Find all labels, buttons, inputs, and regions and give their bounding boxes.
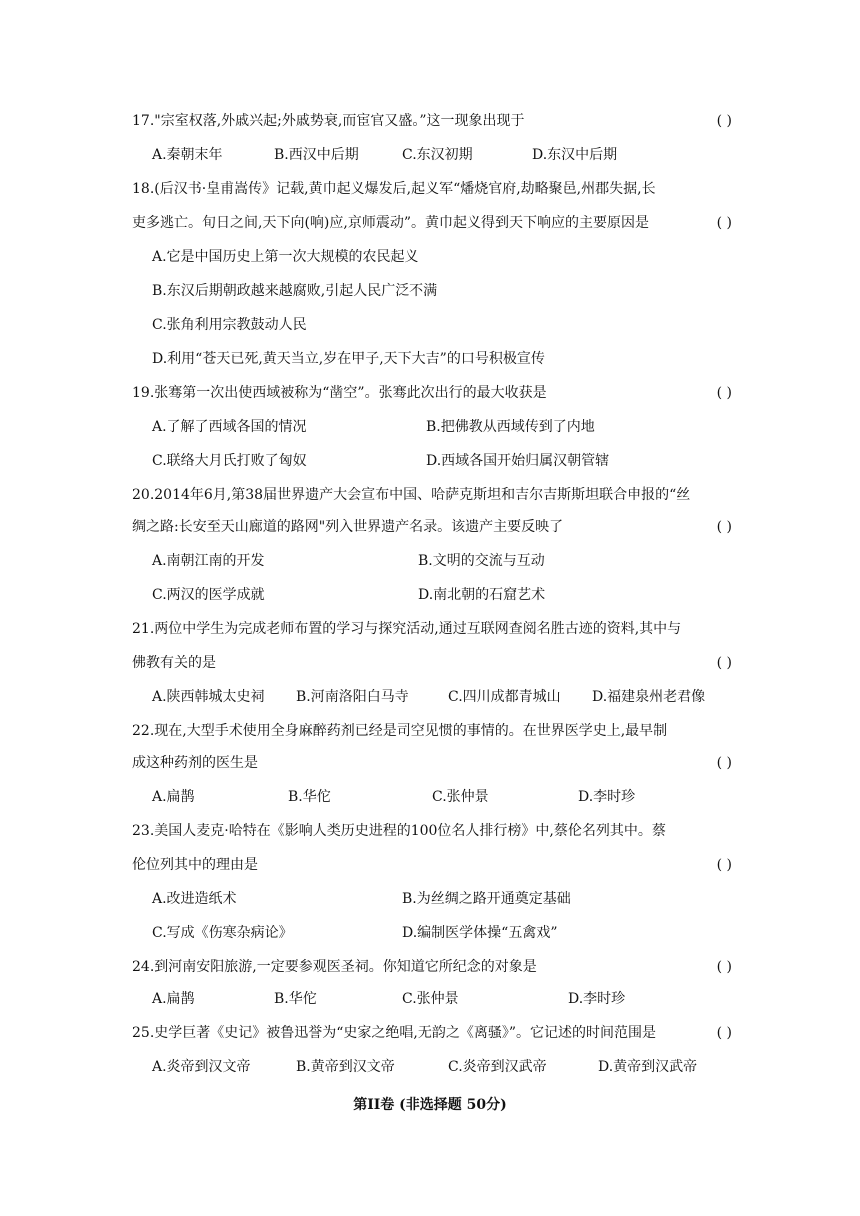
section-title: 第II卷 (非选择题 50分) [353, 1097, 507, 1113]
stem-line: 佛教有关的是 [132, 655, 216, 671]
stem-line: 18.(后汉书·皇甫嵩传》记载,黄巾起义爆发后,起义军“燔烧官府,劫略聚邑,州郡失据,长 [132, 181, 656, 197]
stem-line: 21.两位中学生为完成老师布置的学习与探究活动,通过互联网查阅名胜古迹的资料,其中与 [132, 621, 682, 637]
stem-line: 25.史学巨著《史记》被鲁迅誉为“史家之绝唱,无韵之《离骚》”。它记述的时间范围是 [132, 1025, 657, 1041]
stem-line: 20.2014年6月,第38届世界遗产大会宣布中国、哈萨克斯坦和吉尔吉斯斯坦联合申报的“丝 [132, 487, 691, 503]
stem-line: 17."宗室权落,外戚兴起;外戚势衰,而宦官又盛。”这一现象出现于 [132, 113, 525, 129]
question-25-option-a: A.炎帝到汉文帝 [152, 1059, 251, 1075]
question-24-option-c: C.张仲景 [402, 991, 459, 1007]
question-25-option-b: B.黄帝到汉文帝 [296, 1059, 395, 1075]
question-17-option-a: A.秦朝末年 [152, 147, 223, 163]
question-21-option-a: A.陕西韩城太史祠 [152, 689, 265, 705]
answer-paren: ( ) [716, 113, 732, 129]
question-17-option-c: C.东汉初期 [402, 147, 473, 163]
question-23-stem-line-1 [132, 820, 732, 842]
question-22-option-c: C.张仲景 [432, 789, 489, 805]
stem-line: 绸之路:长安至天山廊道的路网"列入世界遗产名录。该遗产主要反映了 [132, 519, 564, 535]
question-20-option-a: A.南朝江南的开发 [152, 553, 265, 569]
question-18-option-b: B.东汉后期朝政越来越腐败,引起人民广泛不满 [152, 283, 438, 299]
question-19-option-c: C.联络大月氏打败了匈奴 [152, 453, 307, 469]
question-25-option-c: C.炎帝到汉武帝 [448, 1059, 547, 1075]
question-21-stem-line-2 [132, 652, 732, 674]
question-22-option-d: D.李时珍 [578, 789, 636, 805]
question-17-stem [132, 110, 732, 132]
question-22-stem-line-1 [132, 720, 732, 742]
question-17-option-b: B.西汉中后期 [274, 147, 359, 163]
question-22-stem-line-2 [132, 752, 732, 774]
answer-paren: ( ) [716, 755, 732, 771]
question-23-stem-line-2 [132, 854, 732, 876]
stem-line: 成这种药剂的医生是 [132, 755, 258, 771]
question-20-option-b: B.文明的交流与互动 [418, 553, 545, 569]
question-23-option-d: D.编制医学体操“五禽戏” [402, 925, 558, 941]
question-19-option-b: B.把佛教从西域传到了内地 [426, 419, 595, 435]
question-18-option-a: A.它是中国历史上第一次大规模的农民起义 [152, 249, 419, 265]
question-17-option-d: D.东汉中后期 [532, 147, 618, 163]
question-23-option-c: C.写成《伤寒杂病论》 [152, 925, 293, 941]
stem-line: 23.美国人麦克·哈特在《影响人类历史进程的100位名人排行榜》中,蔡伦名列其中。蔡 [132, 823, 666, 839]
question-23-option-a: A.改进造纸术 [152, 891, 237, 907]
question-20-option-d: D.南北朝的石窟艺术 [418, 587, 546, 603]
stem-line: 22.现在,大型手术使用全身麻醉药剂已经是司空见惯的事情的。在世界医学史上,最早制 [132, 723, 668, 739]
answer-paren: ( ) [716, 1025, 732, 1041]
question-21-option-b: B.河南洛阳白马寺 [296, 689, 409, 705]
question-25-stem [132, 1022, 732, 1044]
stem-line: 吏多逃亡。旬日之间,天下向(响)应,京师震动”。黄巾起义得到天下响应的主要原因是 [132, 215, 649, 231]
stem-line: 19.张骞第一次出使西域被称为“凿空”。张骞此次出行的最大收获是 [132, 385, 547, 401]
question-18-option-d: D.利用“苍天已死,黄天当立,岁在甲子,天下大吉”的口号积极宣传 [152, 351, 545, 367]
stem-line: 伦位列其中的理由是 [132, 857, 258, 873]
question-21-option-d: D.福建泉州老君像 [592, 689, 706, 705]
question-24-option-b: B.华佗 [274, 991, 317, 1007]
answer-paren: ( ) [716, 857, 732, 873]
question-20-stem-line-2 [132, 516, 732, 538]
question-20-stem-line-1 [132, 484, 732, 506]
answer-paren: ( ) [716, 655, 732, 671]
question-22-option-a: A.扁鹊 [152, 789, 195, 805]
stem-line: 24.到河南安阳旅游,一定要参观医圣祠。你知道它所纪念的对象是 [132, 959, 537, 975]
question-25-option-d: D.黄帝到汉武帝 [598, 1059, 698, 1075]
answer-paren: ( ) [716, 385, 732, 401]
question-18-option-c: C.张角利用宗教鼓动人民 [152, 317, 307, 333]
question-19-stem [132, 382, 732, 404]
question-21-option-c: C.四川成都青城山 [448, 689, 561, 705]
answer-paren: ( ) [716, 215, 732, 231]
question-22-option-b: B.华佗 [288, 789, 331, 805]
question-23-option-b: B.为丝绸之路开通奠定基础 [402, 891, 571, 907]
question-19-option-d: D.西域各国开始归属汉朝管辖 [426, 453, 610, 469]
question-20-option-c: C.两汉的医学成就 [152, 587, 265, 603]
question-18-stem-line-2 [132, 212, 732, 234]
question-24-option-d: D.李时珍 [568, 991, 626, 1007]
answer-paren: ( ) [716, 959, 732, 975]
question-18-stem-line-1 [132, 178, 732, 200]
answer-paren: ( ) [716, 519, 732, 535]
question-21-stem-line-1 [132, 618, 732, 640]
question-24-stem [132, 956, 732, 978]
question-19-option-a: A.了解了西域各国的情况 [152, 419, 307, 435]
question-24-option-a: A.扁鹊 [152, 991, 195, 1007]
